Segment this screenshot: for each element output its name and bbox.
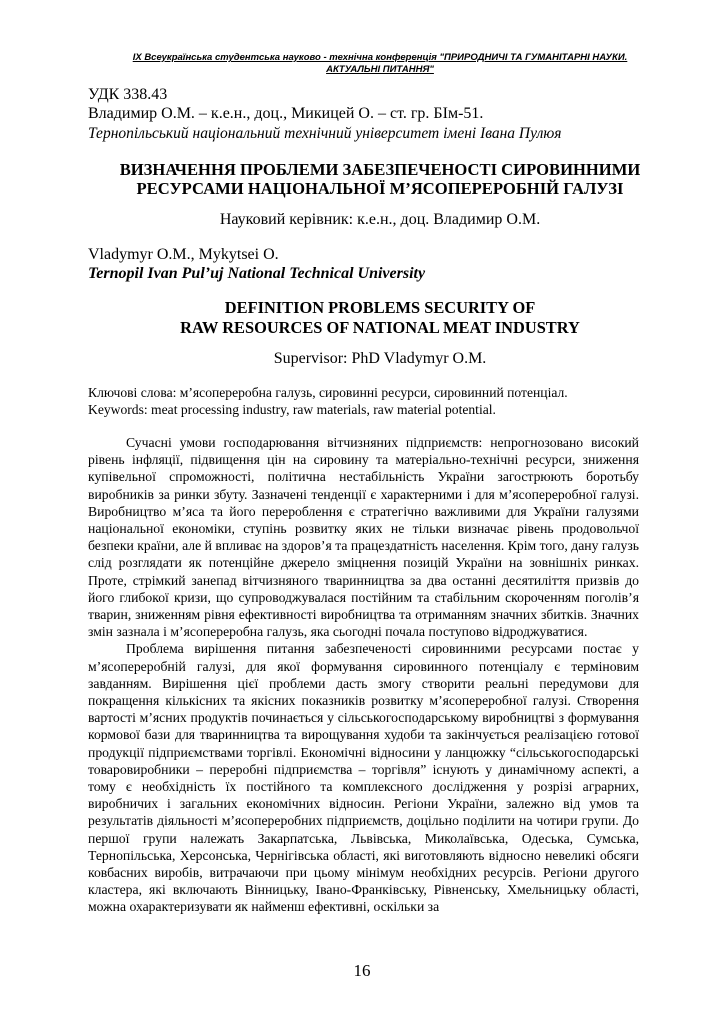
- supervisor-english: Supervisor: PhD Vladymyr O.M.: [273, 350, 487, 367]
- title-english-line-2: RAW RESOURCES OF NATIONAL MEAT INDUSTRY: [180, 318, 580, 337]
- udk-code: УДК 338.43: [88, 86, 168, 103]
- conference-header-line-1: IX Всеукраїнська студентська науково - технічна конференція "ПРИРОДНИЧІ ТА ГУМАНІТАРНІ НАУКИ.: [132, 52, 628, 63]
- authors-ukrainian: Владимир О.М. – к.е.н., доц., Микицей О. – ст. гр. БІм-51.: [88, 105, 484, 122]
- title-ukrainian-line-1: ВИЗНАЧЕННЯ ПРОБЛЕМИ ЗАБЕЗПЕЧЕНОСТІ СИРОВИННИМИ: [119, 160, 641, 179]
- paragraph-1: Сучасні умови господарювання вітчизняних підприємств: непрогнозовано високий рівень інфляції, підвищення цін на сировину та матеріально-технічні ресурси, зниження купівельної спроможності, політична нестабільність України загострюють боротьбу виробників за ринки збуту. Зазначені тенденції є характерними і для м’ясопереробної галузі. Виробництво м’яса та його перероблення є стратегічно важливими для України галузями національної економіки, ступінь розвитку яких не тільки визначає рівень продовольчої безпеки країни, але й впливає на здоров’я та працездатність населення. Крім того, дану галузь слід розглядати як потенційне джерело зміцнення позицій України на зовнішніх ринках. Проте, стрімкий занепад вітчизняного тваринництва за два останні десятиліття призвів до його глибокої кризи, що супроводжувалася постійним та стабільним скороченням поголів’я тварин, зниженням рівня ефективності виробництва та отриманням значних збитків. Значних змін зазнала і м’ясопереробна галузь, яка сьогодні почала поступово відроджуватися.: [88, 435, 639, 640]
- conference-header: [80, 52, 680, 76]
- page-number: 16: [353, 961, 371, 980]
- body-text: [88, 434, 639, 916]
- title-ukrainian-line-2: РЕСУРСАМИ НАЦІОНАЛЬНОЇ М’ЯСОПЕРЕРОБНІЙ ГАЛУЗІ: [136, 179, 624, 198]
- keywords-ukrainian: Ключові слова: м’ясопереробна галузь, сировинні ресурси, сировинний потенціал.: [88, 385, 568, 400]
- authors-english: Vladymyr O.M., Mykytsei O.: [88, 246, 279, 263]
- title-english: [60, 298, 700, 338]
- title-english-line-1: DEFINITION PROBLEMS SECURITY OF: [224, 298, 536, 317]
- supervisor-ukrainian: Науковий керівник: к.е.н., доц. Владимир О.М.: [219, 211, 541, 228]
- affiliation-ukrainian: Тернопільський національний технічний університет імені Івана Пулюя: [88, 125, 562, 142]
- paragraph-2: Проблема вирішення питання забезпеченості сировинними ресурсами постає у м’ясопереробній галузі, для якої формування сировинного потенціалу є терміновим завданням. Вирішення цієї проблеми дасть змогу створити реальні передумови для покращення кількісних та якісних показників розвитку м’ясопереробної галузі. Створення вартості м’ясних продуктів починається у сільськогосподарському виробництві з формування кормової бази для тваринництва та вирощування худоби та закінчується реалізацією готової продукції підприємствами торгівлі. Економічні відносини у ланцюжку “сільськогосподарські товаровиробники – переробні підприємства – торгівля” існують у динамічному аспекті, а тому є необхідність їх постійного та комплексного дослідження у розрізі аграрних, виробничих і загальних економічних відносин. Регіони України, залежно від умов та результатів діяльності м’ясопереробних підприємств, доцільно поділити на чотири групи. До першої групи належать Закарпатська, Львівська, Миколаївська, Одеська, Сумська, Тернопільська, Херсонська, Чернігівська області, які виготовляють відносно невеликі обсяги ковбасних виробів, витрачаючи при цьому мінімум необхідних ресурсів. Регіони другого кластера, які включають Вінницьку, Івано-Франківську, Рівненську, Хмельницьку області, можна охарактеризувати як найменш ефективні, оскільки за: [88, 641, 639, 915]
- keywords-english: Keywords: meat processing industry, raw materials, raw material potential.: [88, 402, 496, 417]
- affiliation-english: Ternopil Ivan Pul’uj National Technical University: [88, 265, 426, 282]
- conference-header-line-2: АКТУАЛЬНІ ПИТАННЯ": [326, 64, 434, 75]
- title-ukrainian: [60, 160, 700, 198]
